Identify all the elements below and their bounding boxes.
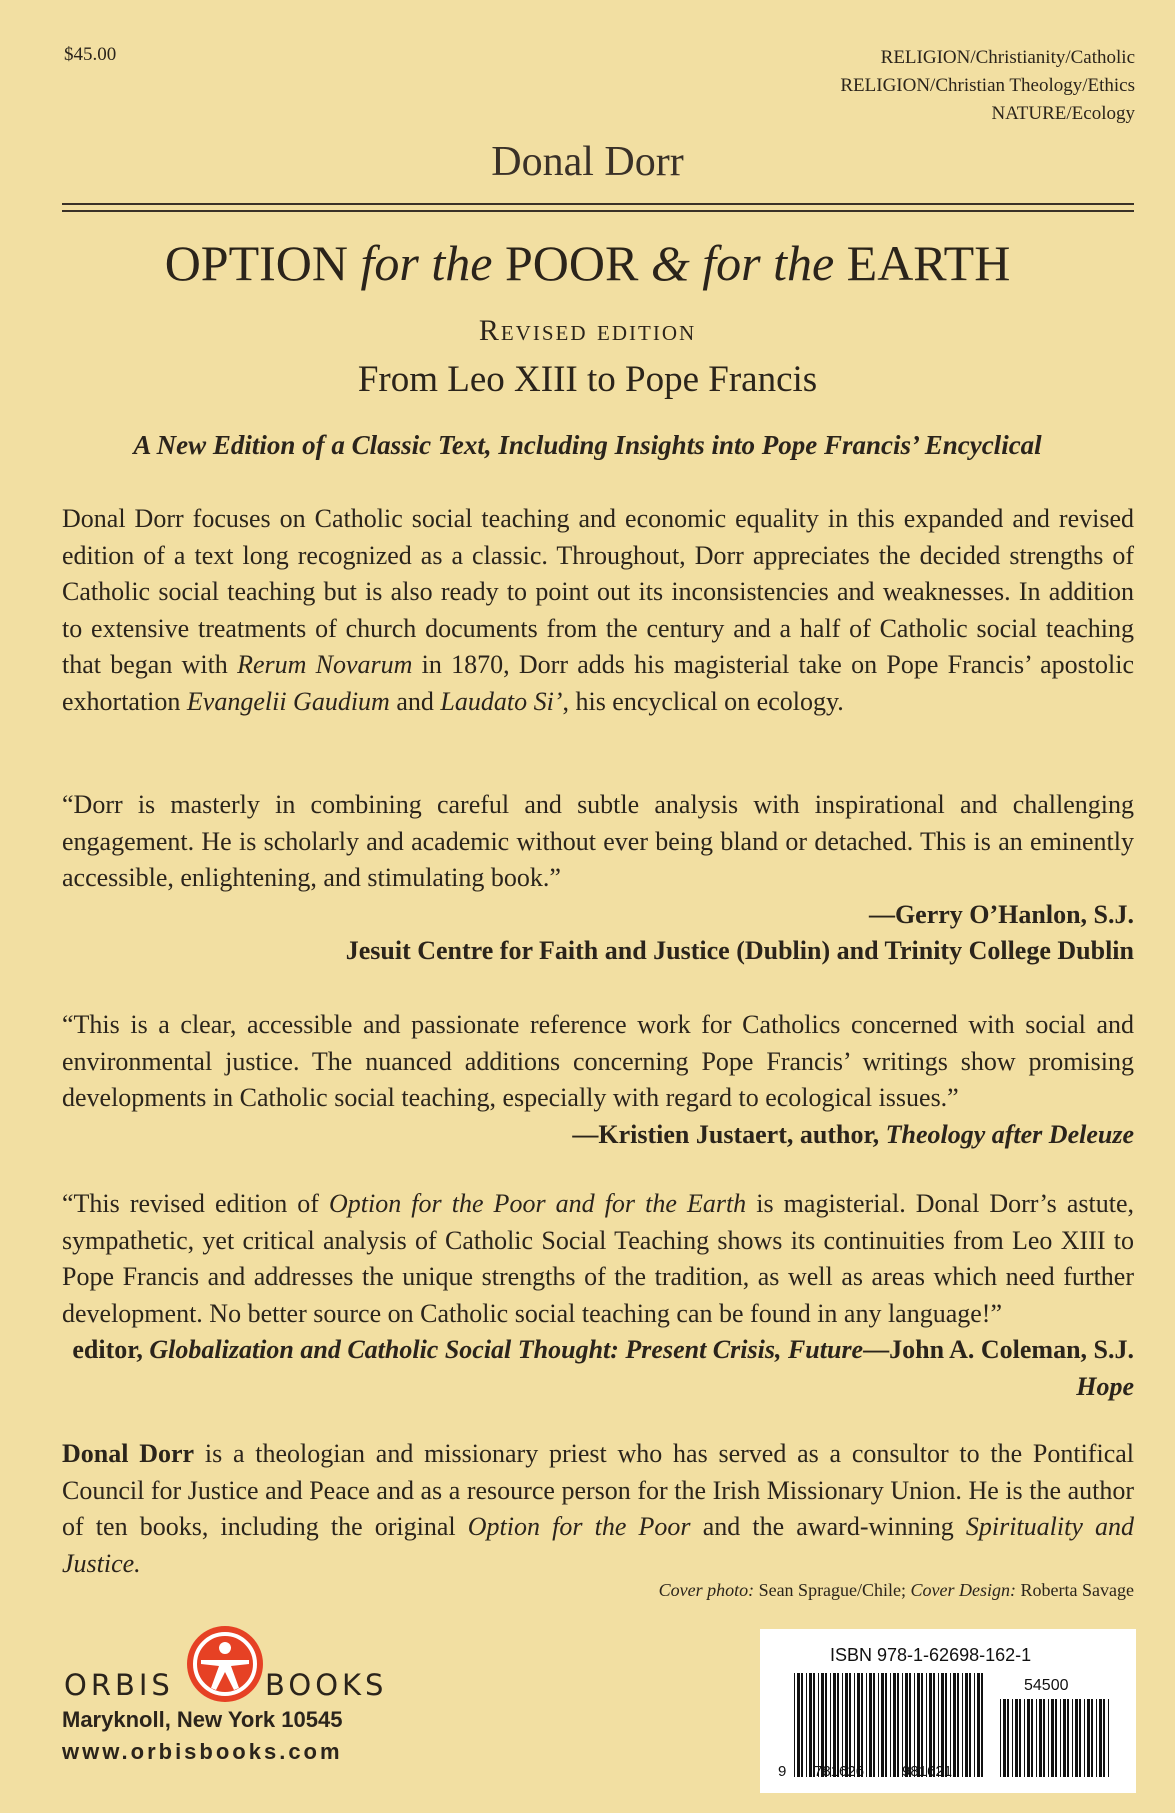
publisher-website: www.orbisbooks.com [62,1739,343,1764]
barcode-bar [873,1673,875,1777]
barcode-bar [1091,1699,1093,1777]
barcode-bar [854,1673,855,1777]
barcode-bar [1075,1699,1078,1777]
barcode-bar [974,1673,975,1777]
description-italic: Evangelii Gaudium [186,686,390,716]
barcode-bar [921,1673,923,1777]
credit-label: Cover photo: [658,1580,755,1600]
category: NATURE/Ecology [991,103,1135,124]
barcode-bar [902,1673,903,1777]
barcode-bar [914,1673,915,1777]
cover-credits [659,1580,1134,1601]
barcode-bar [969,1673,971,1777]
title-part: & for the [650,235,835,291]
divider-rule [62,210,1134,212]
barcode-bar [938,1673,939,1777]
bio-text: is a theologian and missionary priest who has served as a consultor to the Pontifical Council for Justice and Peace and as a resource person for the Irish Missionary Union. He is the author of ten books, including the original [62,1439,1134,1541]
quote-italic: Option for the Poor and for the Earth [329,1189,747,1218]
quote-text: is magisterial. Donal Dorr’s astute, sympathetic, yet critical analysis of Catholic Social Teaching shows its continuities from Leo XIII to Pope Francis and addresses the unique strengths of the tradition, as well as areas which need further development. No better source on Catholic social teaching can be found in any language!” [62,1189,1134,1328]
barcode-bar [869,1673,872,1777]
barcode-bar [1024,1699,1025,1777]
barcode-digit-first: 9 [778,1763,787,1780]
isbn-text: ISBN 978-1-62698-162-1 [830,1645,1032,1665]
barcode-bar [929,1673,932,1777]
price: $45.00 [64,44,117,65]
orbis-figure-icon [187,1626,263,1702]
barcode-bar [1031,1699,1033,1777]
author-name: Donal Dorr [491,139,684,185]
barcode-bar [953,1673,956,1777]
barcode-bar [866,1673,867,1777]
barcode-bar [809,1673,812,1777]
barcode-bar [981,1673,983,1777]
barcode-bar [1012,1699,1013,1777]
description-italic: Rerum Novarum [237,650,413,679]
barcode-bar [962,1673,963,1777]
book-subtitle: From Leo XIII to Pope Francis [357,359,818,400]
quote-affiliation: Jesuit Centre for Faith and Justice (Dublin) and Trinity College Dublin [345,936,1134,965]
barcode-bar [1087,1699,1090,1777]
barcode-bar [957,1673,959,1777]
barcode-bar [1036,1699,1037,1777]
barcode-bar [905,1673,908,1777]
attribution-name: —Kristien Justaert, author, [572,1119,886,1149]
barcode-bar [1099,1699,1102,1777]
description-text: and [389,686,441,716]
attribution-work: Theology after Deleuze [885,1119,1134,1149]
barcode-bar [1019,1699,1021,1777]
barcode-bar [801,1673,803,1777]
barcode-digits-right: 981621 [902,1763,953,1780]
barcode-digits-left: 781626 [814,1763,865,1780]
description-text: in 1870, Dorr adds his magisterial take on Pope Francis’ apostolic exhortation [62,650,1135,716]
barcode-bar [878,1673,879,1777]
credit-value: Sean Sprague/Chile; [754,1580,911,1600]
barcode-bar [950,1673,951,1777]
title-part: for the [360,235,493,291]
barcode-bar [965,1673,968,1777]
endorsement-quote [62,787,1134,970]
category: RELIGION/Christianity/Catholic [880,47,1135,68]
barcode-bar [830,1673,831,1777]
tagline: A New Edition of a Classic Text, Including Insights into Pope Francis’ Encyclical [133,430,1042,460]
logo-text-books: BOOKS [265,1668,388,1702]
bio-italic: Option for the Poor [467,1512,691,1541]
barcode-bar [926,1673,927,1777]
barcode-bar [1048,1699,1049,1777]
logo-text-orbis: ORBIS [64,1668,174,1702]
barcode-bar [1108,1699,1109,1777]
barcode-bar [1072,1699,1073,1777]
barcode-bar [1015,1699,1018,1777]
barcode-bar [806,1673,807,1777]
description-italic: Laudato Si’ [440,686,563,716]
category-list [840,44,1135,128]
barcode-bar [833,1673,836,1777]
barcode-bar [1096,1699,1097,1777]
barcode-bar [1027,1699,1030,1777]
barcode-bar [797,1673,800,1777]
barcode-bar [825,1673,827,1777]
publisher-address: Maryknoll, New York 10545 [62,1707,343,1732]
affiliation-prefix: editor, [72,1335,150,1364]
title-part: OPTION [164,235,361,291]
barcode-bar [945,1673,947,1777]
barcode-bar [861,1673,863,1777]
barcode-bar [1051,1699,1054,1777]
barcode-bar [1103,1699,1105,1777]
barcode-bar [857,1673,860,1777]
category: RELIGION/Christian Theology/Ethics [840,75,1135,96]
barcode-bar [1067,1699,1069,1777]
barcode-bar [897,1673,899,1777]
barcode-bar [842,1673,843,1777]
barcode-bar [1007,1699,1009,1777]
quote-text: “This revised edition of [62,1189,330,1218]
barcode-bar [1060,1699,1061,1777]
credit-value: Roberta Savage [1016,1580,1134,1600]
barcode-bar [917,1673,920,1777]
quote-text: “Dorr is masterly in combining careful and subtle analysis with inspirational and challenging engagement. He is scholarly and academic without ever being bland or detached. This is an eminently accessible, enlightening, and stimulating book.” [62,790,1134,892]
bio-text: and the award-winning [690,1512,966,1541]
barcode-bar [1084,1699,1085,1777]
barcode-bar [1003,1699,1006,1777]
quote-attribution: —Gerry O’Hanlon, S.J. [868,899,1134,929]
publisher-address-block [62,1704,343,1768]
barcode-bar [1000,1699,1001,1777]
affiliation-work: Globalization and Catholic Social Thought: Present Crisis, Future Hope [149,1335,1134,1401]
barcode-bar [890,1673,891,1777]
barcode-bar [794,1673,795,1777]
barcode-bar [977,1673,980,1777]
barcode-bar [1079,1699,1081,1777]
endorsement-quote [62,1007,1134,1153]
price-code: 54500 [1024,1677,1069,1694]
barcode-bar [1043,1699,1045,1777]
barcode-bar [881,1673,884,1777]
edition-label: Revised edition [478,314,697,347]
endorsement-quote [62,1186,1134,1405]
barcode-bar [885,1673,887,1777]
credit-label: Cover Design: [910,1580,1017,1600]
quote-text: “This is a clear, accessible and passionate reference work for Catholics concerned with social and environmental justice. The nuanced additions concerning Pope Francis’ writings show promising developments in Catholic social teaching, especially with regard to ecological issues.” [62,1010,1134,1112]
barcode-bar [1055,1699,1057,1777]
barcode-bar [933,1673,935,1777]
barcode-bar [893,1673,896,1777]
title-part: EARTH [834,235,1011,291]
barcode-bar [818,1673,819,1777]
barcode-bar [1039,1699,1042,1777]
barcode-bar [845,1673,848,1777]
author-bio [62,1436,1134,1582]
description-text: , his encyclical on ecology. [562,686,844,716]
barcode-bar [813,1673,815,1777]
book-title [0,234,1175,292]
book-description [62,501,1134,720]
barcode-bar [821,1673,824,1777]
barcode-bar [849,1673,851,1777]
title-part: POOR [492,235,651,291]
barcode-bar [909,1673,911,1777]
barcode-bar [941,1673,944,1777]
barcode-bar [837,1673,839,1777]
quote-attribution: —John A. Coleman, S.J. [863,1335,1134,1364]
bio-italic: Spirituality and Justice. [62,1512,1135,1578]
quote-attribution [572,1117,1134,1154]
divider-rule [62,203,1134,205]
barcode-bar [1063,1699,1066,1777]
barcode-label [760,1629,1136,1793]
description-text: Donal Dorr focuses on Catholic social teaching and economic equality in this expanded and revised edition of a text long recognized as a classic. Throughout, Dorr appreciates the decided strengths of Catholic social teaching but is also ready to point out its inconsistencies and weaknesses. In addition to extensive treatments of church documents from the century and a half of Catholic social teaching that began with [62,504,1134,679]
bio-name: Donal Dorr [62,1439,195,1468]
